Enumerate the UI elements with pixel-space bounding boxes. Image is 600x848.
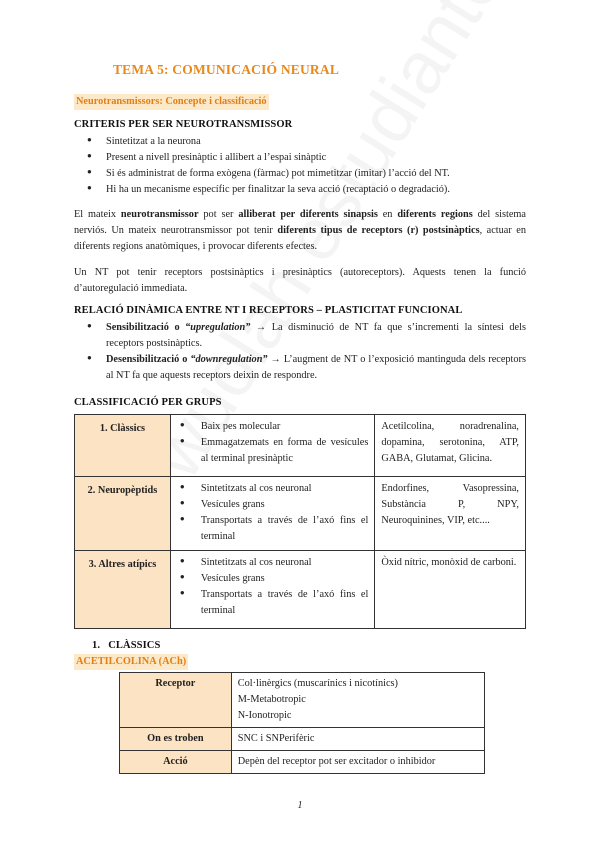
text: en [377, 209, 398, 220]
criteria-block [74, 117, 526, 198]
list-item: ● Vesícules grans [177, 497, 368, 513]
page-title: TEMA 5: COMUNICACIÓ NEURAL [112, 62, 340, 77]
list-item: ● Sintetitzats al cos neuronal [177, 481, 368, 497]
list-item: ● Sensibilització o “upregulation” → La disminució de NT fa que s’incrementi la síntesi dels receptors postsinàptics. [74, 320, 526, 352]
row-key: Acció [120, 750, 232, 773]
list-item: ● Desensibilització o “downregulation” → L’augment de NT o l’exposició mantinguda dels receptors al NT fa que aquests receptors deixin de respondre. [74, 352, 526, 384]
groups-heading: CLASSIFICACIÓ PER GRUPS [74, 397, 222, 408]
bold-text: alliberat per diferents sinapsis [238, 209, 378, 220]
table-row [120, 673, 485, 728]
group-features [170, 477, 374, 551]
list-item: ● Si és administrat de forma exògena (fàrmac) pot mimetitzar (imitar) l’acció del NT. [74, 166, 526, 182]
paragraph-nt-regions [74, 207, 526, 255]
plasticity-heading: RELACIÓ DINÀMICA ENTRE NT I RECEPTORS – PLASTICITAT FUNCIONAL [74, 305, 463, 316]
row-value: Depèn del receptor pot ser excitador o inhibidor [231, 750, 484, 773]
page-number: 1 [297, 800, 303, 811]
criteria-heading: CRITERIS PER SER NEUROTRANSMISSOR [74, 119, 293, 130]
group-examples: Òxid nítric, monòxid de carboni. [375, 551, 526, 629]
list-item: ● Hi ha un mecanisme específic per finalitzar la seva acció (recaptació o degradació). [74, 182, 526, 198]
bold-text: neurotransmissor [120, 209, 199, 220]
list-item: ● Transportats a través de l’axó fins el terminal [177, 587, 368, 619]
group-features [170, 551, 374, 629]
bold-text: diferents tipus de receptors (r) postsinàptics [277, 224, 480, 236]
table-row [75, 415, 526, 477]
row-value [231, 673, 484, 728]
value-line: N-Ionotropic [237, 709, 292, 721]
acetylcholine-table [119, 672, 485, 774]
section-heading-neurotransmitters: Neurotransmissors: Concepte i classificació [74, 94, 269, 110]
groups-table [74, 414, 526, 629]
row-key: Receptor [120, 673, 232, 728]
classics-heading: 1. CLÀSSICS [92, 640, 161, 651]
acetylcholine-heading: ACETILCOLINA (ACh) [74, 654, 188, 670]
text: El mateix [74, 209, 121, 220]
paragraph-autoreceptors: Un NT pot tenir receptors postsinàptics i presinàptics (autoreceptors). Aquests tenen la funció d’autoregulació immediata. [74, 267, 526, 294]
group-name: 2. Neuropèptids [75, 477, 171, 551]
group-name: 1. Clàssics [75, 415, 171, 477]
row-key: On es troben [120, 727, 232, 750]
text: del sistema nerviós. Un mateix neurotransmissor pot tenir [74, 209, 526, 236]
value-line: Col·linèrgics (muscarínics i nicotínics) [237, 678, 398, 689]
list-item: ● Vesícules grans [177, 571, 368, 587]
text: pot ser [198, 209, 239, 220]
list-item: ● Sintetitzat a la neurona [74, 134, 526, 150]
list-item: ● Sintetitzats al cos neuronal [177, 555, 368, 571]
table-row [75, 477, 526, 551]
group-name: 3. Altres atípics [75, 551, 171, 629]
group-features [170, 415, 374, 477]
bold-text: diferents regions [397, 209, 473, 220]
plasticity-block [74, 303, 526, 384]
table-row [75, 551, 526, 629]
group-examples: Endorfines, Vasopressina, Substància P, NPY, Neuroquinines, VIP, etc.... [375, 477, 526, 551]
text: , actuar en diferents regions anatòmiques, i provocar diferents efectes. [74, 224, 527, 252]
value-line: M-Metabotropic [237, 693, 306, 705]
row-value: SNC i SNPerifèric [231, 727, 484, 750]
group-examples: Acetilcolina, noradrenalina, dopamina, serotonina, ATP, GABA, Glutamat, Glicina. [375, 415, 526, 477]
list-item: ● Present a nivell presinàptic i allibert a l’espai sinàptic [74, 150, 526, 166]
list-item: ● Baix pes molecular [177, 419, 368, 435]
list-item: ● Transportats a través de l’axó fins el terminal [177, 513, 368, 545]
list-item: ● Emmagatzemats en forma de vesícules al terminal presinàptic [177, 435, 368, 467]
table-row [120, 727, 485, 750]
table-row [120, 750, 485, 773]
